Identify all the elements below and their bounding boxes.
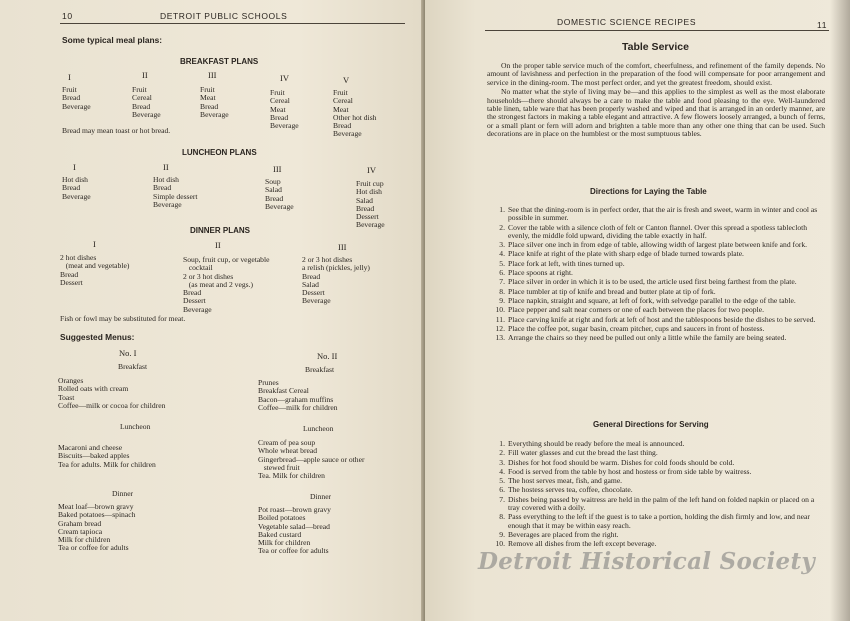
watermark-text: Detroit Historical Society: [478, 548, 816, 575]
breakfast-numeral-5: V: [343, 75, 350, 85]
serving-list: [495, 440, 823, 550]
serving-item-text: Dishes for hot food should be warm. Dishes for cold foods should be cold.: [508, 457, 735, 467]
dinner-note: Fish or fowl may be substituted for meat.: [60, 314, 186, 323]
breakfast-plans-title: BREAKFAST PLANS: [180, 57, 259, 66]
breakfast-numeral-3: III: [208, 70, 217, 80]
laying-item: [495, 250, 823, 258]
breakfast-plan-3: Fruit Meat Bread Beverage: [200, 85, 229, 119]
laying-item-text: See that the dining-room is in perfect order, that the air is fresh and sweet, warm in winter and cool as possible in summer.: [508, 205, 818, 223]
menu-2-breakfast: Prunes Breakfast Cereal Bacon—graham muffins Coffee—milk for children: [258, 378, 338, 412]
right-page-number: 11: [817, 20, 828, 30]
laying-item-number: 11.: [495, 314, 505, 324]
breakfast-note: Bread may mean toast or hot bread.: [62, 126, 171, 135]
menu-2-breakfast-label: Breakfast: [305, 365, 335, 374]
laying-item-text: Place pepper and salt near corners or one of each between the places for two people.: [508, 305, 764, 315]
breakfast-numeral-4: IV: [280, 73, 289, 83]
serving-item: [495, 477, 823, 485]
serving-item: [495, 440, 823, 448]
breakfast-plan-1: Fruit Bread Beverage: [62, 85, 91, 111]
laying-item-text: Place silver one inch in from edge of table, allowing width of largest plate between knife and fork.: [508, 240, 808, 250]
luncheon-numeral-2: II: [163, 162, 169, 172]
left-header-rule: [60, 23, 405, 24]
serving-item-text: The host serves meat, fish, and game.: [508, 476, 623, 486]
laying-item-text: Place the coffee pot, sugar basin, cream pitcher, cups and saucers in front of hostess.: [508, 323, 765, 333]
serving-item-number: 2.: [499, 448, 505, 458]
serving-item-number: 6.: [499, 485, 505, 495]
right-header-rule: [485, 30, 829, 31]
menu-2-dinner: Pot roast—brown gravy Boiled potatoes Vegetable salad—bread Baked custard Milk for children Tea or coffee for adults: [258, 505, 331, 556]
menu-2-luncheon: Cream of pea soup Whole wheat bread Gingerbread—apple sauce or other stewed fruit Tea. Milk for children: [258, 438, 365, 481]
laying-item-number: 1.: [499, 205, 505, 214]
luncheon-plan-1: Hot dish Bread Beverage: [62, 175, 91, 201]
intro-paragraph-2: No matter what the style of living may be—and this applies to the simplest as well as the most elaborate households—there should always be a care to make the table and food pleasing to the eye. Well-laundered table linen, table ware that has been properly washed and wiped and that is arranged in an orderly manner, are the strongest factors in making a table elegant and attractive. A few flowers loosely arranged, a bunch of ferns, or a small plant or fern will adorn and brighten a table more than any other one thing that can be used. Such decorations are in place on the humblest or the most sumptuous tables.: [487, 87, 825, 139]
luncheon-plan-4: Fruit cup Hot dish Salad Bread Dessert Beverage: [356, 179, 385, 230]
table-service-title: Table Service: [622, 41, 689, 53]
luncheon-numeral-4: IV: [367, 165, 376, 175]
serving-item-number: 1.: [499, 439, 505, 448]
luncheon-numeral-1: I: [73, 162, 76, 172]
laying-item-number: 5.: [499, 258, 505, 268]
laying-item: [495, 288, 823, 296]
laying-item-text: Place napkin, straight and square, at left of fork, with selvedge parallel to the edge of the table.: [508, 295, 796, 305]
serving-item-text: Food is served from the table by host and hostess or from side table by waitress.: [508, 466, 752, 476]
laying-item-text: Place spoons at right.: [508, 268, 573, 278]
menu-1-luncheon-label: Luncheon: [120, 422, 151, 431]
laying-item-text: Place knife at right of the plate with sharp edge of blade turned towards plate.: [508, 249, 744, 259]
laying-item-number: 10.: [495, 305, 505, 315]
breakfast-numeral-1: I: [68, 72, 71, 82]
menu-1-breakfast-label: Breakfast: [118, 362, 148, 371]
serving-item: [495, 513, 823, 530]
laying-item: [495, 224, 823, 241]
serving-item: [495, 531, 823, 539]
serving-item-number: 10.: [495, 539, 505, 549]
laying-title: Directions for Laying the Table: [590, 187, 707, 196]
intro-paragraph-1: On the proper table service much of the comfort, cheerfulness, and refinement of the family depends. No amount of lavishness and perfection in the preparation of the food will compensate for poor arrangement and service in the dining-room. The most perfect order, and yet the greatest freedom, should exist.: [487, 61, 825, 87]
laying-item: [495, 325, 823, 333]
serving-item-text: Pass everything to the left if the guest is to take a portion, holding the dish firmly and low, and near enough that it may be within easy reach.: [508, 512, 810, 530]
laying-item-number: 12.: [495, 323, 505, 333]
laying-item-text: Place tumbler at tip of knife and bread and butter plate at tip of fork.: [508, 286, 716, 296]
menu-1-luncheon: Macaroni and cheese Biscuits—baked apples Tea for adults. Milk for children: [58, 443, 156, 469]
table-service-intro: [487, 62, 825, 139]
dinner-numeral-1: I: [93, 239, 96, 249]
breakfast-plan-5: Fruit Cereal Meat Other hot dish Bread Beverage: [333, 88, 377, 139]
serving-item: [495, 468, 823, 476]
dinner-plan-2: Soup, fruit cup, or vegetable cocktail 2 or 3 hot dishes (as meat and 2 vegs.) Bread Dessert Beverage: [183, 255, 270, 314]
suggested-menus-title: Suggested Menus:: [60, 332, 135, 342]
meal-plans-intro: Some typical meal plans:: [62, 35, 163, 45]
laying-item-number: 7.: [499, 277, 505, 287]
right-running-header: DOMESTIC SCIENCE RECIPES: [557, 17, 697, 27]
menu-2-luncheon-label: Luncheon: [303, 424, 334, 433]
laying-item-text: Place fork at left, with tines turned up.: [508, 258, 625, 268]
laying-item: [495, 306, 823, 314]
breakfast-plan-4: Fruit Cereal Meat Bread Beverage: [270, 88, 299, 131]
menu-2-dinner-label: Dinner: [310, 492, 332, 501]
dinner-plans-title: DINNER PLANS: [190, 226, 251, 235]
serving-item-number: 9.: [499, 529, 505, 539]
laying-item: [495, 278, 823, 286]
laying-item: [495, 206, 823, 223]
left-page-number: 10: [62, 11, 73, 21]
laying-item-number: 2.: [499, 222, 505, 232]
serving-item-text: Dishes being passed by waitress are held in the palm of the left hand on folded napkin or placed on a tray covered with a doily.: [508, 494, 815, 513]
laying-item: [495, 241, 823, 249]
laying-item-text: Place carving knife at right and fork at left of host and the tablespoons beside the dishes to be served.: [508, 314, 816, 324]
serving-item: [495, 486, 823, 494]
laying-item: [495, 334, 823, 342]
serving-item-number: 8.: [499, 512, 505, 522]
dinner-plan-1: 2 hot dishes (meat and vegetable) Bread Dessert: [60, 253, 130, 287]
laying-item-number: 6.: [499, 268, 505, 278]
laying-item: [495, 316, 823, 324]
serving-item-number: 4.: [499, 466, 505, 476]
laying-item-text: Arrange the chairs so they need be pulled out only a little while the family are being seated.: [508, 333, 787, 343]
serving-title: General Directions for Serving: [593, 420, 709, 429]
dinner-plan-3: 2 or 3 hot dishes a relish (pickles, jelly) Bread Salad Dessert Beverage: [302, 255, 370, 306]
laying-item-number: 9.: [499, 295, 505, 305]
menu-1-numeral: No. I: [119, 348, 137, 358]
menu-1-dinner: Meat loaf—brown gravy Baked potatoes—spinach Graham bread Cream tapioca Milk for children Tea or coffee for adults: [58, 502, 136, 553]
serving-item-text: Remove all dishes from the left except beverage.: [508, 539, 657, 549]
laying-item: [495, 297, 823, 305]
breakfast-plan-2: Fruit Cereal Bread Beverage: [132, 85, 161, 119]
menu-2-numeral: No. II: [317, 351, 338, 361]
luncheon-plan-3: Soup Salad Bread Beverage: [265, 177, 294, 211]
laying-item-text: Cover the table with a silence cloth of felt or Canton flannel. Over this spread a spotless tablecloth evenly, the middle fold upward, dividing the table exactly in half.: [508, 222, 808, 240]
serving-item-number: 7.: [499, 494, 505, 504]
serving-item-text: The hostess serves tea, coffee, chocolate.: [508, 485, 633, 495]
laying-list: [495, 206, 823, 343]
dinner-numeral-2: II: [215, 240, 221, 250]
laying-item-number: 13.: [495, 333, 505, 343]
left-running-header: DETROIT PUBLIC SCHOOLS: [160, 11, 288, 21]
serving-item-text: Everything should be ready before the meal is announced.: [508, 439, 685, 448]
serving-item-text: Beverages are placed from the right.: [508, 529, 619, 539]
laying-item-number: 4.: [499, 249, 505, 259]
right-page: [425, 0, 850, 621]
menu-1-dinner-label: Dinner: [112, 489, 134, 498]
luncheon-plans-title: LUNCHEON PLANS: [182, 148, 257, 157]
laying-item-number: 3.: [499, 240, 505, 250]
laying-item-number: 8.: [499, 286, 505, 296]
serving-item: [495, 496, 823, 513]
luncheon-numeral-3: III: [273, 164, 282, 174]
serving-item: [495, 449, 823, 457]
serving-item: [495, 459, 823, 467]
luncheon-plan-2: Hot dish Bread Simple dessert Beverage: [153, 175, 198, 209]
laying-item-text: Place silver in order in which it is to be used, the article used first being farthest from the plate.: [508, 277, 797, 287]
laying-item: [495, 260, 823, 268]
serving-item-text: Fill water glasses and cut the bread the last thing.: [508, 448, 658, 458]
serving-item-number: 5.: [499, 476, 505, 486]
breakfast-numeral-2: II: [142, 70, 148, 80]
serving-item-number: 3.: [499, 457, 505, 467]
page-edge-shadow: [830, 0, 850, 621]
laying-item: [495, 269, 823, 277]
dinner-numeral-3: III: [338, 242, 347, 252]
menu-1-breakfast: Oranges Rolled oats with cream Toast Coffee—milk or cocoa for children: [58, 376, 166, 410]
